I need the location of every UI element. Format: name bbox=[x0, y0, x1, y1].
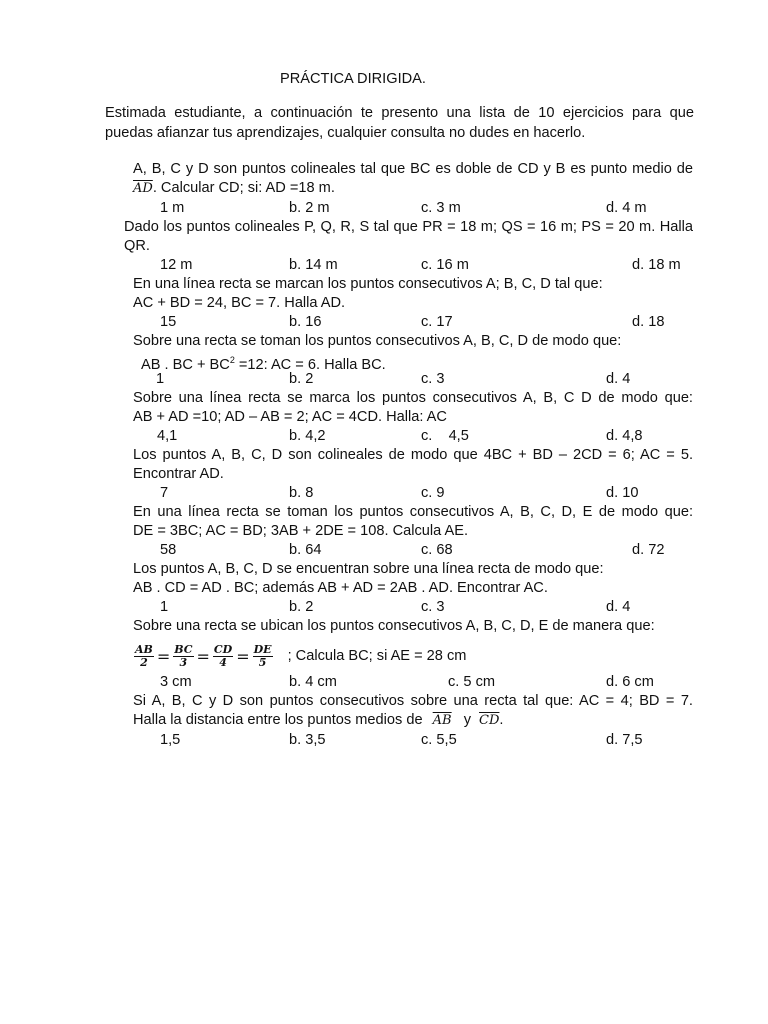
exercise-10 bbox=[133, 692, 693, 731]
fraction-de-5: $\frac{DE}{5}$ bbox=[253, 642, 272, 669]
exercise-8 bbox=[133, 560, 693, 599]
option-c: c. 3 bbox=[421, 371, 445, 387]
exercise-2-line-2: QR. bbox=[124, 238, 150, 255]
option-b: b. 2 bbox=[289, 599, 314, 615]
exercise-3-line-2: AC + BD = 24, BC = 7. Halla AD. bbox=[133, 295, 346, 312]
exercise-4 bbox=[133, 332, 693, 376]
option-c: c. 17 bbox=[421, 314, 453, 330]
exercise-5-line-1: Sobre una línea recta se marca los puntos consecutivos A, B, C D de modo que: bbox=[133, 390, 693, 406]
exercise-1-line-2 bbox=[133, 179, 693, 198]
exercise-3-line-1: En una línea recta se marcan los puntos consecutivos A; B, C, D tal que: bbox=[133, 276, 603, 292]
exercise-5-options bbox=[157, 428, 757, 447]
exercise-8-line-2: AB . CD = AD . BC; además AB + AD = 2AB . AD. Encontrar AC. bbox=[133, 580, 548, 597]
exercise-6-line-1: Los puntos A, B, C, D son colineales de modo que 4BC + BD – 2CD = 6; AC = 5. bbox=[133, 447, 693, 463]
option-a: 1 m bbox=[160, 200, 185, 216]
segment-ab: $\overline{AB}$ bbox=[432, 713, 452, 729]
option-c: c. 3 m bbox=[421, 200, 461, 216]
exercise-1-line-1: A, B, C y D son puntos colineales tal que BC es doble de CD y B es punto medio de bbox=[133, 161, 693, 177]
exercise-7-line-2: DE = 3BC; AC = BD; 3AB + 2DE = 108. Calcula AE. bbox=[133, 523, 469, 540]
exercise-4-line-2: AB . BC + $BC^2 =12$: AC = 6. Halla BC. bbox=[141, 355, 386, 374]
exercise-9-equation: $\frac{AB}{2}$ = $\frac{BC}{3}$ = $\frac{CD}{4}$ = $\frac{DE}{5}$ ; Calcula BC; si AE = 28 cm bbox=[135, 642, 467, 669]
option-d: d. 72 bbox=[632, 542, 665, 558]
intro-line-1: Estimada estudiante, a continuación te presento una lista de 10 ejercicios para que bbox=[105, 105, 694, 121]
option-b: b. 2 m bbox=[289, 200, 330, 216]
exercise-9 bbox=[133, 617, 693, 636]
exercise-5-line-2: AB + AD =10; AD – AB = 2; AC = 4CD. Halla: AC bbox=[133, 409, 447, 426]
exercise-1-rest: . Calcular CD; si: AD =18 m. bbox=[152, 180, 335, 197]
exercise-6-line-2: Encontrar AD. bbox=[133, 466, 224, 483]
option-b: b. 3,5 bbox=[289, 732, 326, 748]
option-b: b. 14 m bbox=[289, 257, 338, 273]
exercise-5 bbox=[133, 389, 693, 428]
exercise-2-options bbox=[160, 257, 760, 276]
exercise-9-rest: ; Calcula BC; si AE = 28 cm bbox=[287, 648, 467, 664]
page-title: PRÁCTICA DIRIGIDA. bbox=[280, 71, 426, 87]
exercise-10-line-2: Halla la distancia entre los puntos medios de $\overline{AB}$ y $\overline{CD}$. bbox=[133, 712, 504, 729]
exercise-4-options bbox=[156, 371, 756, 390]
exercise-7-options bbox=[160, 542, 760, 561]
fraction-ab-2: $\frac{AB}{2}$ bbox=[135, 642, 153, 669]
option-d: d. 6 cm bbox=[606, 674, 654, 690]
option-d: d. 4 bbox=[606, 599, 631, 615]
exercise-2 bbox=[124, 218, 693, 257]
option-a: 3 cm bbox=[160, 674, 192, 690]
superscript: 2 bbox=[229, 355, 235, 366]
option-a: 1 bbox=[160, 599, 169, 615]
exercise-6-options bbox=[160, 485, 760, 504]
option-c: c. 5 cm bbox=[448, 674, 496, 690]
option-a: 1,5 bbox=[160, 732, 181, 748]
exercise-8-line-1: Los puntos A, B, C, D se encuentran sobre una línea recta de modo que: bbox=[133, 561, 604, 577]
option-a: 7 bbox=[160, 485, 169, 501]
exercise-9-options bbox=[160, 674, 760, 693]
option-a: 1 bbox=[156, 371, 165, 387]
intro-paragraph bbox=[105, 103, 694, 143]
exercise-1 bbox=[133, 160, 693, 199]
option-c: c. 9 bbox=[421, 485, 445, 501]
option-b: b. 8 bbox=[289, 485, 314, 501]
option-a: 12 m bbox=[160, 257, 193, 273]
exercise-2-line-1: Dado los puntos colineales P, Q, R, S tal que PR = 18 m; QS = 16 m; PS = 20 m. Halla bbox=[124, 219, 693, 235]
exercise-7 bbox=[133, 503, 693, 542]
exercise-9-line-1: Sobre una recta se ubican los puntos consecutivos A, B, C, D, E de manera que: bbox=[133, 618, 655, 634]
exercise-1-options bbox=[160, 200, 760, 219]
option-c: c. 4,5 bbox=[421, 428, 469, 444]
option-c: c. 16 m bbox=[421, 257, 469, 273]
exercise-3-options bbox=[160, 314, 760, 333]
option-c: c. 68 bbox=[421, 542, 453, 558]
option-b: b. 4,2 bbox=[289, 428, 326, 444]
fraction-cd-4: $\frac{CD}{4}$ bbox=[213, 642, 233, 669]
exercise-6 bbox=[133, 446, 693, 485]
option-d: d. 10 bbox=[606, 485, 639, 501]
option-b: b. 16 bbox=[289, 314, 322, 330]
option-a: 4,1 bbox=[157, 428, 178, 444]
option-d: d. 4 m bbox=[606, 200, 647, 216]
option-d: d. 18 m bbox=[632, 257, 681, 273]
fraction-bc-3: $\frac{BC}{3}$ bbox=[174, 642, 193, 669]
segment-cd: $\overline{CD}$ bbox=[479, 713, 500, 729]
option-d: d. 4 bbox=[606, 371, 631, 387]
option-b: b. 4 cm bbox=[289, 674, 337, 690]
option-c: c. 5,5 bbox=[421, 732, 457, 748]
option-a: 58 bbox=[160, 542, 177, 558]
exercise-7-line-1: En una línea recta se toman los puntos consecutivos A, B, C, D, E de modo que: bbox=[133, 504, 693, 520]
exercise-10-options bbox=[160, 732, 760, 751]
option-d: d. 4,8 bbox=[606, 428, 643, 444]
option-b: b. 64 bbox=[289, 542, 322, 558]
option-c: c. 3 bbox=[421, 599, 445, 615]
option-a: 15 bbox=[160, 314, 177, 330]
option-d: d. 7,5 bbox=[606, 732, 643, 748]
exercise-3 bbox=[133, 275, 693, 314]
intro-line-2: puedas afianzar tus aprendizajes, cualquier consulta no dudes en hacerlo. bbox=[105, 125, 586, 141]
segment-ad: $\overline{AD}$ bbox=[133, 181, 153, 197]
option-d: d. 18 bbox=[632, 314, 665, 330]
exercise-8-options bbox=[160, 599, 760, 618]
option-b: b. 2 bbox=[289, 371, 314, 387]
exercise-10-line-1: Si A, B, C y D son puntos consecutivos sobre una recta tal que: AC = 4; BD = 7. bbox=[133, 693, 693, 709]
exercise-4-line-1: Sobre una recta se toman los puntos consecutivos A, B, C, D de modo que: bbox=[133, 333, 622, 349]
